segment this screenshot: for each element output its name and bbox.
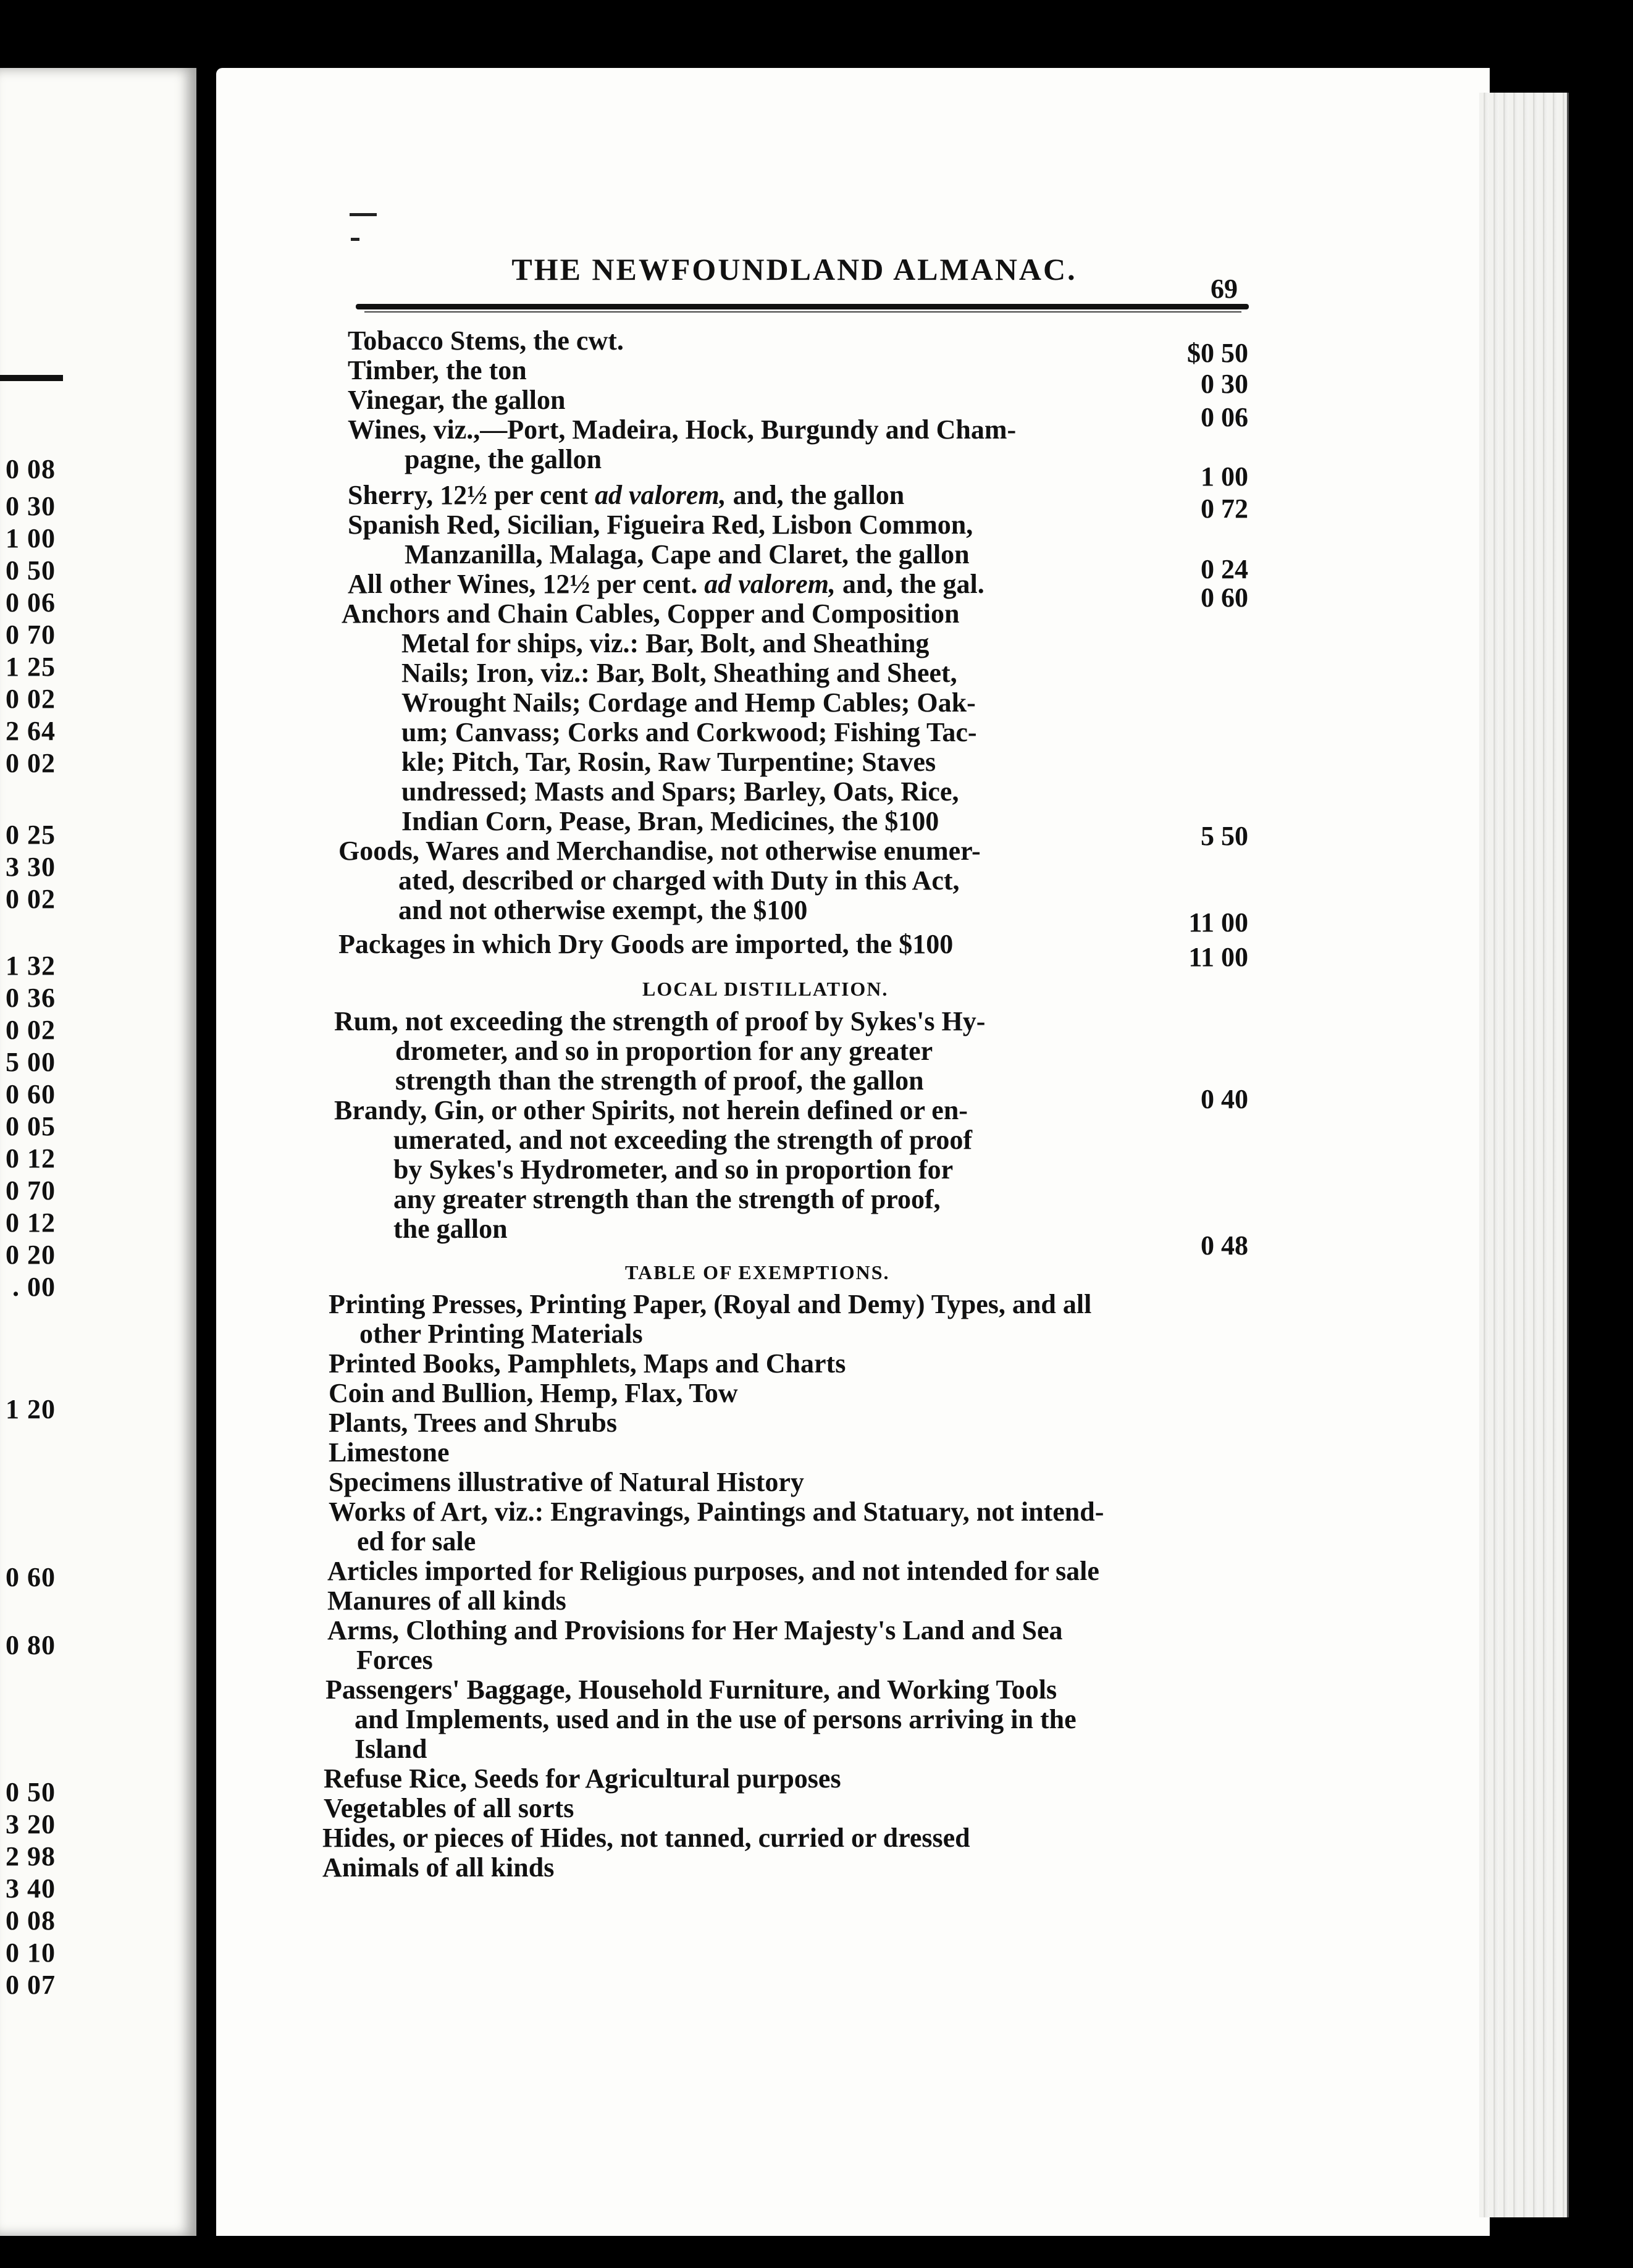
exemption-line: Arms, Clothing and Provisions for Her Majesty's Land and Sea bbox=[327, 1615, 1063, 1645]
duty-amount: 5 50 bbox=[1201, 821, 1248, 851]
left-page-number: 0 06 bbox=[6, 587, 56, 618]
duty-line: undressed; Masts and Spars; Barley, Oats, Rice, bbox=[401, 776, 959, 807]
left-page-number: 3 40 bbox=[6, 1873, 56, 1904]
section-heading-local-distillation: LOCAL DISTILLATION. bbox=[642, 978, 889, 1000]
duty-line: Vinegar, the gallon bbox=[348, 385, 566, 415]
left-page-number: 0 02 bbox=[6, 1015, 56, 1045]
duty-line: ated, described or charged with Duty in this Act, bbox=[398, 865, 960, 896]
left-page-number: 2 98 bbox=[6, 1841, 56, 1871]
left-page-number: 0 05 bbox=[6, 1111, 56, 1141]
duty-line-text: and, the gallon bbox=[726, 480, 905, 510]
exemption-line: Animals of all kinds bbox=[322, 1852, 555, 1883]
exemption-line: Limestone bbox=[329, 1437, 450, 1468]
left-page-number: 0 02 bbox=[6, 884, 56, 914]
duty-amount: 0 72 bbox=[1201, 494, 1248, 524]
exemption-line: Articles imported for Religious purposes, and not intended for sale bbox=[327, 1556, 1099, 1586]
left-page-number: 3 20 bbox=[6, 1809, 56, 1839]
section-heading-exemptions: TABLE OF EXEMPTIONS. bbox=[625, 1261, 890, 1283]
duty-amount: 0 06 bbox=[1201, 402, 1248, 432]
header-rule-thin bbox=[364, 311, 1241, 313]
left-page-number: 1 25 bbox=[6, 652, 56, 682]
exemption-line: ed for sale bbox=[357, 1526, 476, 1556]
distillation-line: drometer, and so in proportion for any greater bbox=[395, 1036, 933, 1066]
left-page-number: 0 60 bbox=[6, 1562, 56, 1592]
distillation-line: by Sykes's Hydrometer, and so in proportion for bbox=[393, 1154, 954, 1185]
exemption-line: Plants, Trees and Shrubs bbox=[329, 1408, 618, 1438]
duty-line-text: All other Wines, 12½ per cent. bbox=[348, 569, 705, 599]
left-page-number: 0 08 bbox=[6, 1905, 56, 1936]
duty-line: Indian Corn, Pease, Bran, Medicines, the $100 bbox=[401, 806, 939, 836]
duty-line-text: Sherry, 12½ per cent bbox=[348, 480, 595, 510]
exemption-line: and Implements, used and in the use of persons arriving in the bbox=[355, 1704, 1077, 1734]
exemption-line: Forces bbox=[356, 1645, 433, 1675]
left-facing-page bbox=[0, 68, 196, 2236]
duty-line: Wrought Nails; Cordage and Hemp Cables; Oak- bbox=[401, 687, 976, 718]
distillation-amount: 0 40 bbox=[1201, 1084, 1248, 1114]
left-page-number: 0 20 bbox=[6, 1240, 56, 1270]
exemption-line: Vegetables of all sorts bbox=[324, 1793, 574, 1823]
duty-line: Tobacco Stems, the cwt. bbox=[348, 326, 624, 356]
duty-line: Spanish Red, Sicilian, Figueira Red, Lisbon Common, bbox=[348, 510, 973, 540]
left-page-number: 0 70 bbox=[6, 1175, 56, 1206]
exemption-line: Island bbox=[355, 1734, 427, 1764]
page-title: THE NEWFOUNDLAND ALMANAC. bbox=[511, 252, 1077, 287]
duty-amount: 0 30 bbox=[1201, 369, 1248, 399]
left-page-number: 0 08 bbox=[6, 454, 56, 484]
duty-line: Metal for ships, viz.: Bar, Bolt, and Sheathing bbox=[401, 628, 930, 658]
left-page-number: 0 07 bbox=[6, 1970, 56, 2000]
duty-line: um; Canvass; Corks and Corkwood; Fishing Tac- bbox=[401, 717, 977, 747]
exemption-line: other Printing Materials bbox=[359, 1319, 643, 1349]
left-page-number: 0 12 bbox=[6, 1143, 56, 1174]
duty-line bbox=[348, 481, 904, 510]
left-page-number: 1 00 bbox=[6, 523, 56, 553]
distillation-line: the gallon bbox=[393, 1214, 508, 1244]
left-page-number: 0 36 bbox=[6, 983, 56, 1013]
duty-amount: 11 00 bbox=[1188, 942, 1248, 972]
duty-amount: 0 24 bbox=[1201, 554, 1248, 584]
left-page-rule bbox=[0, 375, 63, 381]
ink-mark bbox=[350, 213, 377, 216]
left-page-number: 1 20 bbox=[6, 1394, 56, 1424]
left-page-number: 0 50 bbox=[6, 555, 56, 586]
duty-line: Packages in which Dry Goods are imported, the $100 bbox=[338, 929, 954, 959]
duty-line-italic: ad valorem, bbox=[595, 480, 726, 510]
left-page-number: 0 10 bbox=[6, 1938, 56, 1968]
duty-line: pagne, the gallon bbox=[405, 444, 602, 474]
duty-line: Nails; Iron, viz.: Bar, Bolt, Sheathing and Sheet, bbox=[401, 658, 957, 688]
duty-line: Goods, Wares and Merchandise, not otherwise enumer- bbox=[338, 836, 981, 866]
exemption-line: Works of Art, viz.: Engravings, Paintings and Statuary, not intend- bbox=[329, 1497, 1104, 1527]
page-edges bbox=[1479, 93, 1569, 2217]
header-rule bbox=[356, 304, 1249, 309]
left-page-number: 3 30 bbox=[6, 852, 56, 882]
duty-line-italic: ad valorem, bbox=[704, 569, 836, 599]
exemption-line: Coin and Bullion, Hemp, Flax, Tow bbox=[329, 1378, 738, 1408]
distillation-line: Rum, not exceeding the strength of proof by Sykes's Hy- bbox=[334, 1006, 986, 1036]
duty-amount: 1 00 bbox=[1201, 461, 1248, 492]
left-page-number: 0 60 bbox=[6, 1079, 56, 1109]
exemption-line: Refuse Rice, Seeds for Agricultural purposes bbox=[324, 1763, 841, 1794]
left-page-number: 1 32 bbox=[6, 951, 56, 981]
left-page-number: 0 70 bbox=[6, 620, 56, 650]
duty-line bbox=[348, 569, 984, 599]
distillation-line: Brandy, Gin, or other Spirits, not herein defined or en- bbox=[334, 1095, 968, 1125]
exemption-line: Specimens illustrative of Natural History bbox=[329, 1467, 804, 1497]
left-page-number: 0 12 bbox=[6, 1208, 56, 1238]
left-page-number: 0 50 bbox=[6, 1777, 56, 1807]
left-page-number: 2 64 bbox=[6, 716, 56, 746]
exemption-line: Manures of all kinds bbox=[327, 1586, 566, 1616]
duty-line: Manzanilla, Malaga, Cape and Claret, the gallon bbox=[405, 539, 970, 569]
duty-amount: 0 60 bbox=[1201, 582, 1248, 613]
page-number: 69 bbox=[1211, 274, 1238, 304]
duty-line: kle; Pitch, Tar, Rosin, Raw Turpentine; Staves bbox=[401, 747, 936, 777]
exemption-line: Printed Books, Pamphlets, Maps and Charts bbox=[329, 1348, 846, 1379]
duty-line: Anchors and Chain Cables, Copper and Composition bbox=[342, 598, 960, 629]
ink-mark bbox=[351, 238, 359, 241]
left-page-number: 0 80 bbox=[6, 1630, 56, 1660]
exemption-line: Printing Presses, Printing Paper, (Royal and Demy) Types, and all bbox=[329, 1289, 1092, 1319]
distillation-line: any greater strength than the strength of proof, bbox=[393, 1184, 941, 1214]
left-page-number: 0 25 bbox=[6, 820, 56, 850]
duty-line: Timber, the ton bbox=[348, 355, 527, 385]
duty-amount: $0 50 bbox=[1187, 338, 1248, 368]
duty-amount: 11 00 bbox=[1188, 907, 1248, 938]
exemption-line: Hides, or pieces of Hides, not tanned, curried or dressed bbox=[322, 1823, 970, 1853]
duty-line: Wines, viz.,—Port, Madeira, Hock, Burgundy and Cham- bbox=[348, 414, 1017, 445]
distillation-line: strength than the strength of proof, the gallon bbox=[395, 1065, 924, 1096]
left-page-number: 0 02 bbox=[6, 748, 56, 778]
duty-line-text: and, the gal. bbox=[835, 569, 984, 599]
left-page-number: . 00 bbox=[12, 1272, 56, 1302]
duty-line: and not otherwise exempt, the $100 bbox=[398, 895, 808, 925]
distillation-line: umerated, and not exceeding the strength of proof bbox=[393, 1125, 972, 1155]
exemption-line: Passengers' Baggage, Household Furniture, and Working Tools bbox=[325, 1674, 1057, 1705]
left-page-number: 5 00 bbox=[6, 1047, 56, 1077]
distillation-amount: 0 48 bbox=[1201, 1230, 1248, 1261]
left-page-number: 0 02 bbox=[6, 684, 56, 714]
left-page-number: 0 30 bbox=[6, 491, 56, 521]
